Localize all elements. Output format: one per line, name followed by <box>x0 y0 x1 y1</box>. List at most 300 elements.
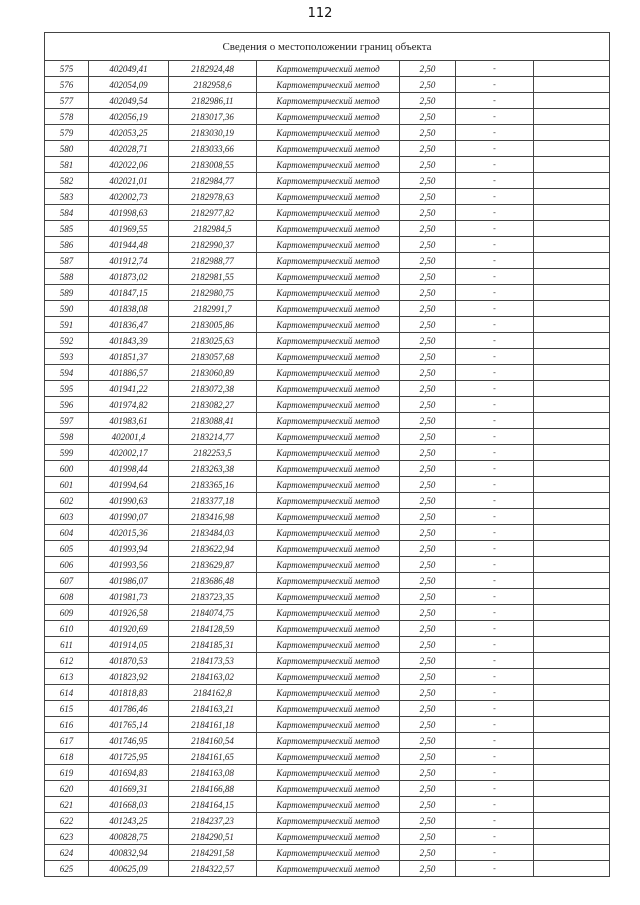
point-number-cell: 615 <box>45 701 89 717</box>
y-coordinate-cell: 2183057,68 <box>169 349 257 365</box>
point-number-cell: 622 <box>45 813 89 829</box>
table-title-row <box>45 33 610 61</box>
table-row <box>45 765 610 781</box>
description-cell: - <box>456 173 534 189</box>
table-row <box>45 157 610 173</box>
y-coordinate-cell: 2183686,48 <box>169 573 257 589</box>
description-cell: - <box>456 269 534 285</box>
blank-cell <box>534 93 610 109</box>
description-cell: - <box>456 477 534 493</box>
table-row <box>45 301 610 317</box>
y-coordinate-cell: 2184185,31 <box>169 637 257 653</box>
method-cell: Картометрический метод <box>257 477 400 493</box>
table-row <box>45 653 610 669</box>
method-cell: Картометрический метод <box>257 525 400 541</box>
x-coordinate-cell: 402053,25 <box>89 125 169 141</box>
y-coordinate-cell: 2183072,38 <box>169 381 257 397</box>
y-coordinate-cell: 2183005,86 <box>169 317 257 333</box>
accuracy-cell: 2,50 <box>400 189 456 205</box>
point-number-cell: 594 <box>45 365 89 381</box>
accuracy-cell: 2,50 <box>400 589 456 605</box>
x-coordinate-cell: 401765,14 <box>89 717 169 733</box>
description-cell: - <box>456 461 534 477</box>
point-number-cell: 614 <box>45 685 89 701</box>
y-coordinate-cell: 2184163,08 <box>169 765 257 781</box>
x-coordinate-cell: 401838,08 <box>89 301 169 317</box>
point-number-cell: 584 <box>45 205 89 221</box>
point-number-cell: 609 <box>45 605 89 621</box>
x-coordinate-cell: 401983,61 <box>89 413 169 429</box>
x-coordinate-cell: 401990,07 <box>89 509 169 525</box>
accuracy-cell: 2,50 <box>400 845 456 861</box>
x-coordinate-cell: 401994,64 <box>89 477 169 493</box>
point-number-cell: 610 <box>45 621 89 637</box>
table-row <box>45 509 610 525</box>
accuracy-cell: 2,50 <box>400 221 456 237</box>
accuracy-cell: 2,50 <box>400 685 456 701</box>
description-cell: - <box>456 445 534 461</box>
x-coordinate-cell: 402028,71 <box>89 141 169 157</box>
blank-cell <box>534 333 610 349</box>
method-cell: Картометрический метод <box>257 253 400 269</box>
description-cell: - <box>456 653 534 669</box>
accuracy-cell: 2,50 <box>400 237 456 253</box>
method-cell: Картометрический метод <box>257 237 400 253</box>
point-number-cell: 620 <box>45 781 89 797</box>
y-coordinate-cell: 2183214,77 <box>169 429 257 445</box>
y-coordinate-cell: 2183416,98 <box>169 509 257 525</box>
x-coordinate-cell: 402001,4 <box>89 429 169 445</box>
accuracy-cell: 2,50 <box>400 269 456 285</box>
x-coordinate-cell: 401786,46 <box>89 701 169 717</box>
blank-cell <box>534 413 610 429</box>
table-row <box>45 845 610 861</box>
blank-cell <box>534 685 610 701</box>
point-number-cell: 602 <box>45 493 89 509</box>
table-row <box>45 477 610 493</box>
x-coordinate-cell: 401941,22 <box>89 381 169 397</box>
y-coordinate-cell: 2183088,41 <box>169 413 257 429</box>
description-cell: - <box>456 717 534 733</box>
blank-cell <box>534 205 610 221</box>
x-coordinate-cell: 401998,63 <box>89 205 169 221</box>
description-cell: - <box>456 813 534 829</box>
x-coordinate-cell: 401981,73 <box>89 589 169 605</box>
blank-cell <box>534 77 610 93</box>
description-cell: - <box>456 797 534 813</box>
y-coordinate-cell: 2184160,54 <box>169 733 257 749</box>
table-row <box>45 573 610 589</box>
blank-cell <box>534 813 610 829</box>
y-coordinate-cell: 2183377,18 <box>169 493 257 509</box>
point-number-cell: 579 <box>45 125 89 141</box>
y-coordinate-cell: 2183060,89 <box>169 365 257 381</box>
x-coordinate-cell: 402056,19 <box>89 109 169 125</box>
x-coordinate-cell: 402002,73 <box>89 189 169 205</box>
method-cell: Картометрический метод <box>257 429 400 445</box>
method-cell: Картометрический метод <box>257 557 400 573</box>
method-cell: Картометрический метод <box>257 797 400 813</box>
accuracy-cell: 2,50 <box>400 621 456 637</box>
accuracy-cell: 2,50 <box>400 349 456 365</box>
accuracy-cell: 2,50 <box>400 541 456 557</box>
description-cell: - <box>456 141 534 157</box>
accuracy-cell: 2,50 <box>400 701 456 717</box>
x-coordinate-cell: 401990,63 <box>89 493 169 509</box>
blank-cell <box>534 605 610 621</box>
x-coordinate-cell: 401694,83 <box>89 765 169 781</box>
point-number-cell: 619 <box>45 765 89 781</box>
description-cell: - <box>456 317 534 333</box>
point-number-cell: 607 <box>45 573 89 589</box>
point-number-cell: 601 <box>45 477 89 493</box>
description-cell: - <box>456 189 534 205</box>
description-cell: - <box>456 365 534 381</box>
method-cell: Картометрический метод <box>257 141 400 157</box>
accuracy-cell: 2,50 <box>400 509 456 525</box>
method-cell: Картометрический метод <box>257 541 400 557</box>
method-cell: Картометрический метод <box>257 221 400 237</box>
x-coordinate-cell: 401746,95 <box>89 733 169 749</box>
table-row <box>45 461 610 477</box>
method-cell: Картометрический метод <box>257 397 400 413</box>
method-cell: Картометрический метод <box>257 493 400 509</box>
method-cell: Картометрический метод <box>257 733 400 749</box>
blank-cell <box>534 701 610 717</box>
blank-cell <box>534 253 610 269</box>
table-row <box>45 541 610 557</box>
table-row <box>45 749 610 765</box>
blank-cell <box>534 845 610 861</box>
table-row <box>45 141 610 157</box>
method-cell: Картометрический метод <box>257 605 400 621</box>
x-coordinate-cell: 401993,56 <box>89 557 169 573</box>
x-coordinate-cell: 402015,36 <box>89 525 169 541</box>
y-coordinate-cell: 2182988,77 <box>169 253 257 269</box>
accuracy-cell: 2,50 <box>400 637 456 653</box>
description-cell: - <box>456 109 534 125</box>
table-row <box>45 669 610 685</box>
point-number-cell: 605 <box>45 541 89 557</box>
method-cell: Картометрический метод <box>257 189 400 205</box>
blank-cell <box>534 477 610 493</box>
x-coordinate-cell: 401818,83 <box>89 685 169 701</box>
method-cell: Картометрический метод <box>257 349 400 365</box>
table-row <box>45 285 610 301</box>
x-coordinate-cell: 401823,92 <box>89 669 169 685</box>
table-row <box>45 349 610 365</box>
x-coordinate-cell: 401668,03 <box>89 797 169 813</box>
accuracy-cell: 2,50 <box>400 445 456 461</box>
table-row <box>45 829 610 845</box>
accuracy-cell: 2,50 <box>400 157 456 173</box>
accuracy-cell: 2,50 <box>400 573 456 589</box>
description-cell: - <box>456 205 534 221</box>
table-row <box>45 77 610 93</box>
y-coordinate-cell: 2184237,23 <box>169 813 257 829</box>
accuracy-cell: 2,50 <box>400 253 456 269</box>
accuracy-cell: 2,50 <box>400 61 456 77</box>
accuracy-cell: 2,50 <box>400 461 456 477</box>
x-coordinate-cell: 402054,09 <box>89 77 169 93</box>
x-coordinate-cell: 402049,54 <box>89 93 169 109</box>
description-cell: - <box>456 221 534 237</box>
x-coordinate-cell: 400625,09 <box>89 861 169 877</box>
method-cell: Картометрический метод <box>257 701 400 717</box>
point-number-cell: 616 <box>45 717 89 733</box>
description-cell: - <box>456 781 534 797</box>
blank-cell <box>534 573 610 589</box>
table-row <box>45 781 610 797</box>
y-coordinate-cell: 2183025,63 <box>169 333 257 349</box>
method-cell: Картометрический метод <box>257 781 400 797</box>
point-number-cell: 603 <box>45 509 89 525</box>
y-coordinate-cell: 2182986,11 <box>169 93 257 109</box>
page-number: 112 <box>307 6 333 21</box>
table-row <box>45 125 610 141</box>
table-row <box>45 109 610 125</box>
y-coordinate-cell: 2184163,21 <box>169 701 257 717</box>
x-coordinate-cell: 402022,06 <box>89 157 169 173</box>
description-cell: - <box>456 541 534 557</box>
x-coordinate-cell: 400828,75 <box>89 829 169 845</box>
blank-cell <box>534 109 610 125</box>
x-coordinate-cell: 401969,55 <box>89 221 169 237</box>
x-coordinate-cell: 401986,07 <box>89 573 169 589</box>
blank-cell <box>534 381 610 397</box>
table-row <box>45 429 610 445</box>
table-row <box>45 797 610 813</box>
description-cell: - <box>456 285 534 301</box>
x-coordinate-cell: 401926,58 <box>89 605 169 621</box>
accuracy-cell: 2,50 <box>400 333 456 349</box>
table-row <box>45 397 610 413</box>
y-coordinate-cell: 2182991,7 <box>169 301 257 317</box>
blank-cell <box>534 861 610 877</box>
method-cell: Картометрический метод <box>257 173 400 189</box>
table-row <box>45 61 610 77</box>
table-row <box>45 717 610 733</box>
accuracy-cell: 2,50 <box>400 205 456 221</box>
blank-cell <box>534 509 610 525</box>
method-cell: Картометрический метод <box>257 749 400 765</box>
y-coordinate-cell: 2183629,87 <box>169 557 257 573</box>
x-coordinate-cell: 402049,41 <box>89 61 169 77</box>
blank-cell <box>534 221 610 237</box>
description-cell: - <box>456 509 534 525</box>
blank-cell <box>534 429 610 445</box>
y-coordinate-cell: 2184173,53 <box>169 653 257 669</box>
y-coordinate-cell: 2184074,75 <box>169 605 257 621</box>
point-number-cell: 612 <box>45 653 89 669</box>
description-cell: - <box>456 61 534 77</box>
x-coordinate-cell: 401851,37 <box>89 349 169 365</box>
blank-cell <box>534 173 610 189</box>
method-cell: Картометрический метод <box>257 413 400 429</box>
method-cell: Картометрический метод <box>257 589 400 605</box>
x-coordinate-cell: 402002,17 <box>89 445 169 461</box>
method-cell: Картометрический метод <box>257 317 400 333</box>
description-cell: - <box>456 493 534 509</box>
point-number-cell: 583 <box>45 189 89 205</box>
x-coordinate-cell: 401870,53 <box>89 653 169 669</box>
y-coordinate-cell: 2184291,58 <box>169 845 257 861</box>
x-coordinate-cell: 400832,94 <box>89 845 169 861</box>
description-cell: - <box>456 397 534 413</box>
x-coordinate-cell: 401914,05 <box>89 637 169 653</box>
point-number-cell: 608 <box>45 589 89 605</box>
y-coordinate-cell: 2184166,88 <box>169 781 257 797</box>
blank-cell <box>534 157 610 173</box>
point-number-cell: 585 <box>45 221 89 237</box>
accuracy-cell: 2,50 <box>400 381 456 397</box>
method-cell: Картометрический метод <box>257 717 400 733</box>
blank-cell <box>534 365 610 381</box>
point-number-cell: 593 <box>45 349 89 365</box>
table-row <box>45 861 610 877</box>
method-cell: Картометрический метод <box>257 669 400 685</box>
y-coordinate-cell: 2183008,55 <box>169 157 257 173</box>
description-cell: - <box>456 237 534 253</box>
y-coordinate-cell: 2184161,18 <box>169 717 257 733</box>
method-cell: Картометрический метод <box>257 61 400 77</box>
table-row <box>45 557 610 573</box>
point-number-cell: 592 <box>45 333 89 349</box>
method-cell: Картометрический метод <box>257 157 400 173</box>
accuracy-cell: 2,50 <box>400 733 456 749</box>
method-cell: Картометрический метод <box>257 685 400 701</box>
blank-cell <box>534 141 610 157</box>
y-coordinate-cell: 2182977,82 <box>169 205 257 221</box>
table-row <box>45 605 610 621</box>
x-coordinate-cell: 401843,39 <box>89 333 169 349</box>
accuracy-cell: 2,50 <box>400 301 456 317</box>
table-row <box>45 813 610 829</box>
description-cell: - <box>456 749 534 765</box>
table-row <box>45 237 610 253</box>
y-coordinate-cell: 2183017,36 <box>169 109 257 125</box>
table-title: Сведения о местоположении границ объекта <box>45 33 610 61</box>
accuracy-cell: 2,50 <box>400 109 456 125</box>
table-row <box>45 205 610 221</box>
table-row <box>45 637 610 653</box>
method-cell: Картометрический метод <box>257 77 400 93</box>
method-cell: Картометрический метод <box>257 765 400 781</box>
description-cell: - <box>456 605 534 621</box>
y-coordinate-cell: 2183723,35 <box>169 589 257 605</box>
blank-cell <box>534 749 610 765</box>
method-cell: Картометрический метод <box>257 621 400 637</box>
y-coordinate-cell: 2182958,6 <box>169 77 257 93</box>
point-number-cell: 578 <box>45 109 89 125</box>
blank-cell <box>534 653 610 669</box>
blank-cell <box>534 285 610 301</box>
y-coordinate-cell: 2184161,65 <box>169 749 257 765</box>
accuracy-cell: 2,50 <box>400 653 456 669</box>
method-cell: Картометрический метод <box>257 285 400 301</box>
table-row <box>45 253 610 269</box>
blank-cell <box>534 621 610 637</box>
method-cell: Картометрический метод <box>257 509 400 525</box>
accuracy-cell: 2,50 <box>400 669 456 685</box>
y-coordinate-cell: 2182980,75 <box>169 285 257 301</box>
description-cell: - <box>456 765 534 781</box>
accuracy-cell: 2,50 <box>400 605 456 621</box>
description-cell: - <box>456 333 534 349</box>
table-row <box>45 93 610 109</box>
method-cell: Картометрический метод <box>257 365 400 381</box>
y-coordinate-cell: 2182253,5 <box>169 445 257 461</box>
table-row <box>45 173 610 189</box>
blank-cell <box>534 733 610 749</box>
point-number-cell: 576 <box>45 77 89 93</box>
accuracy-cell: 2,50 <box>400 413 456 429</box>
table-row <box>45 589 610 605</box>
method-cell: Картометрический метод <box>257 125 400 141</box>
blank-cell <box>534 189 610 205</box>
table-row <box>45 333 610 349</box>
method-cell: Картометрический метод <box>257 301 400 317</box>
point-number-cell: 611 <box>45 637 89 653</box>
method-cell: Картометрический метод <box>257 333 400 349</box>
blank-cell <box>534 829 610 845</box>
blank-cell <box>534 461 610 477</box>
table-row <box>45 269 610 285</box>
point-number-cell: 600 <box>45 461 89 477</box>
blank-cell <box>534 349 610 365</box>
x-coordinate-cell: 401873,02 <box>89 269 169 285</box>
point-number-cell: 604 <box>45 525 89 541</box>
point-number-cell: 591 <box>45 317 89 333</box>
accuracy-cell: 2,50 <box>400 829 456 845</box>
x-coordinate-cell: 401998,44 <box>89 461 169 477</box>
y-coordinate-cell: 2184162,8 <box>169 685 257 701</box>
description-cell: - <box>456 429 534 445</box>
accuracy-cell: 2,50 <box>400 365 456 381</box>
method-cell: Картометрический метод <box>257 845 400 861</box>
method-cell: Картометрический метод <box>257 445 400 461</box>
accuracy-cell: 2,50 <box>400 797 456 813</box>
x-coordinate-cell: 401974,82 <box>89 397 169 413</box>
description-cell: - <box>456 701 534 717</box>
point-number-cell: 617 <box>45 733 89 749</box>
blank-cell <box>534 637 610 653</box>
accuracy-cell: 2,50 <box>400 317 456 333</box>
accuracy-cell: 2,50 <box>400 765 456 781</box>
blank-cell <box>534 717 610 733</box>
accuracy-cell: 2,50 <box>400 125 456 141</box>
x-coordinate-cell: 401944,48 <box>89 237 169 253</box>
description-cell: - <box>456 413 534 429</box>
point-number-cell: 590 <box>45 301 89 317</box>
point-number-cell: 582 <box>45 173 89 189</box>
blank-cell <box>534 397 610 413</box>
point-number-cell: 588 <box>45 269 89 285</box>
point-number-cell: 586 <box>45 237 89 253</box>
accuracy-cell: 2,50 <box>400 861 456 877</box>
blank-cell <box>534 589 610 605</box>
y-coordinate-cell: 2183622,94 <box>169 541 257 557</box>
point-number-cell: 598 <box>45 429 89 445</box>
description-cell: - <box>456 381 534 397</box>
accuracy-cell: 2,50 <box>400 397 456 413</box>
y-coordinate-cell: 2182984,77 <box>169 173 257 189</box>
x-coordinate-cell: 401920,69 <box>89 621 169 637</box>
point-number-cell: 625 <box>45 861 89 877</box>
y-coordinate-cell: 2183263,38 <box>169 461 257 477</box>
method-cell: Картометрический метод <box>257 637 400 653</box>
table-row <box>45 365 610 381</box>
